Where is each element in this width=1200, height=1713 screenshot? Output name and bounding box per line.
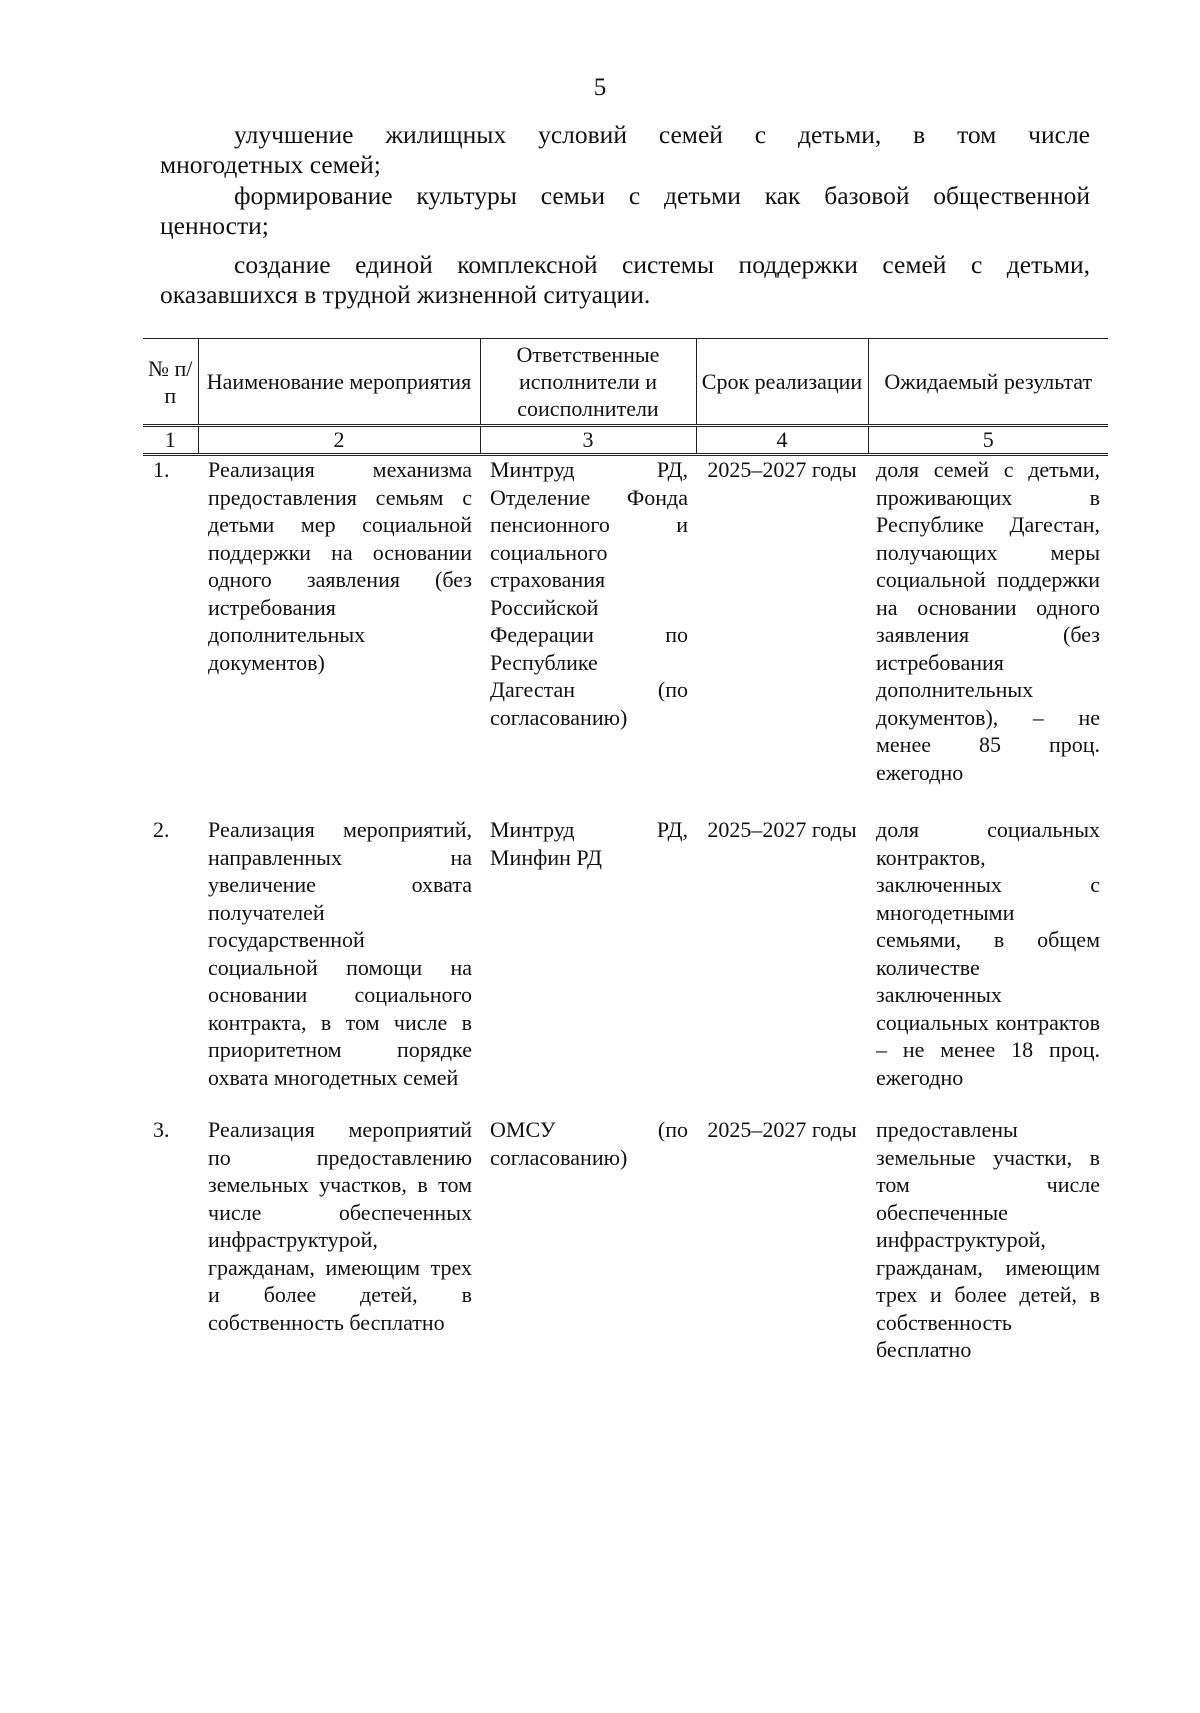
table-row — [143, 1116, 1108, 1396]
table-header-row — [143, 339, 1108, 426]
header-measure-name: Наименование мероприятия — [198, 339, 480, 426]
row-number: 2. — [153, 817, 170, 842]
measure-name: Реализация механизма предоставления семьям с детьми мер социальной поддержки на основании одного заявления (без истребования дополнительных документов) — [208, 457, 472, 675]
term: 2025–2027 годы — [707, 817, 857, 842]
paragraph-first-line: улучшение жилищных условий семей с детьми, в том числе — [234, 120, 1090, 149]
column-number: 2 — [198, 426, 480, 455]
column-number-row — [143, 426, 1108, 455]
paragraph-continuation: ценности; — [160, 211, 269, 240]
row-number: 3. — [153, 1117, 170, 1142]
column-number: 3 — [480, 426, 696, 455]
header-expected-result: Ожидаемый результат — [868, 339, 1108, 426]
paragraph-housing — [160, 120, 1090, 180]
measure-name: Реализация мероприятий по предоставлению земельных участков, в том числе обеспеченных инфраструктурой, гражданам, имеющим трех и более детей, в собственность бесплатно — [208, 1117, 472, 1335]
table-row — [143, 816, 1108, 1116]
header-term: Срок реализации — [696, 339, 868, 426]
table-row — [143, 455, 1108, 817]
paragraph-family-culture — [160, 181, 1090, 241]
executors: Минтруд РД, Минфин РД — [490, 817, 688, 870]
expected-result: предоставлены земельные участки, в том числе обеспеченные инфраструктурой, гражданам, имеющим трех и более детей, в собственность бесплатно — [876, 1117, 1100, 1362]
paragraph-continuation: многодетных семей; — [160, 150, 381, 179]
header-executors: Ответственные исполнители и соисполнители — [480, 339, 696, 426]
column-number: 5 — [868, 426, 1108, 455]
term: 2025–2027 годы — [707, 457, 857, 482]
measures-table — [143, 338, 1108, 1396]
paragraph-support-system — [160, 250, 1090, 310]
executors: ОМСУ (по согласованию) — [490, 1117, 688, 1170]
expected-result: доля семей с детьми, проживающих в Республике Дагестан, получающих меры социальной поддержки на основании одного заявления (без истребования дополнительных документов), – не менее 85 проц. ежегодно — [876, 457, 1100, 785]
measure-name: Реализация мероприятий, направленных на увеличение охвата получателей государственной социальной помощи на основании социального контракта, в том числе в приоритетном порядке охвата многодетных семей — [208, 817, 472, 1090]
header-number: № п/п — [143, 339, 198, 426]
term: 2025–2027 годы — [707, 1117, 857, 1142]
paragraph-first-line: создание единой комплексной системы поддержки семей с детьми, — [234, 250, 1090, 279]
column-number: 4 — [696, 426, 868, 455]
page-number: 5 — [593, 74, 607, 101]
executors: Минтруд РД, Отделение Фонда пенсионного и социального страхования Российской Федерации по Республике Дагестан (по согласованию) — [490, 457, 688, 730]
column-number: 1 — [143, 426, 198, 455]
paragraph-continuation: оказавшихся в трудной жизненной ситуации. — [160, 280, 651, 309]
paragraph-first-line: формирование культуры семьи с детьми как базовой общественной — [234, 181, 1090, 210]
row-number: 1. — [153, 457, 170, 482]
expected-result: доля социальных контрактов, заключенных с многодетными семьями, в общем количестве заключенных социальных контрактов – не менее 18 проц. ежегодно — [876, 817, 1100, 1090]
